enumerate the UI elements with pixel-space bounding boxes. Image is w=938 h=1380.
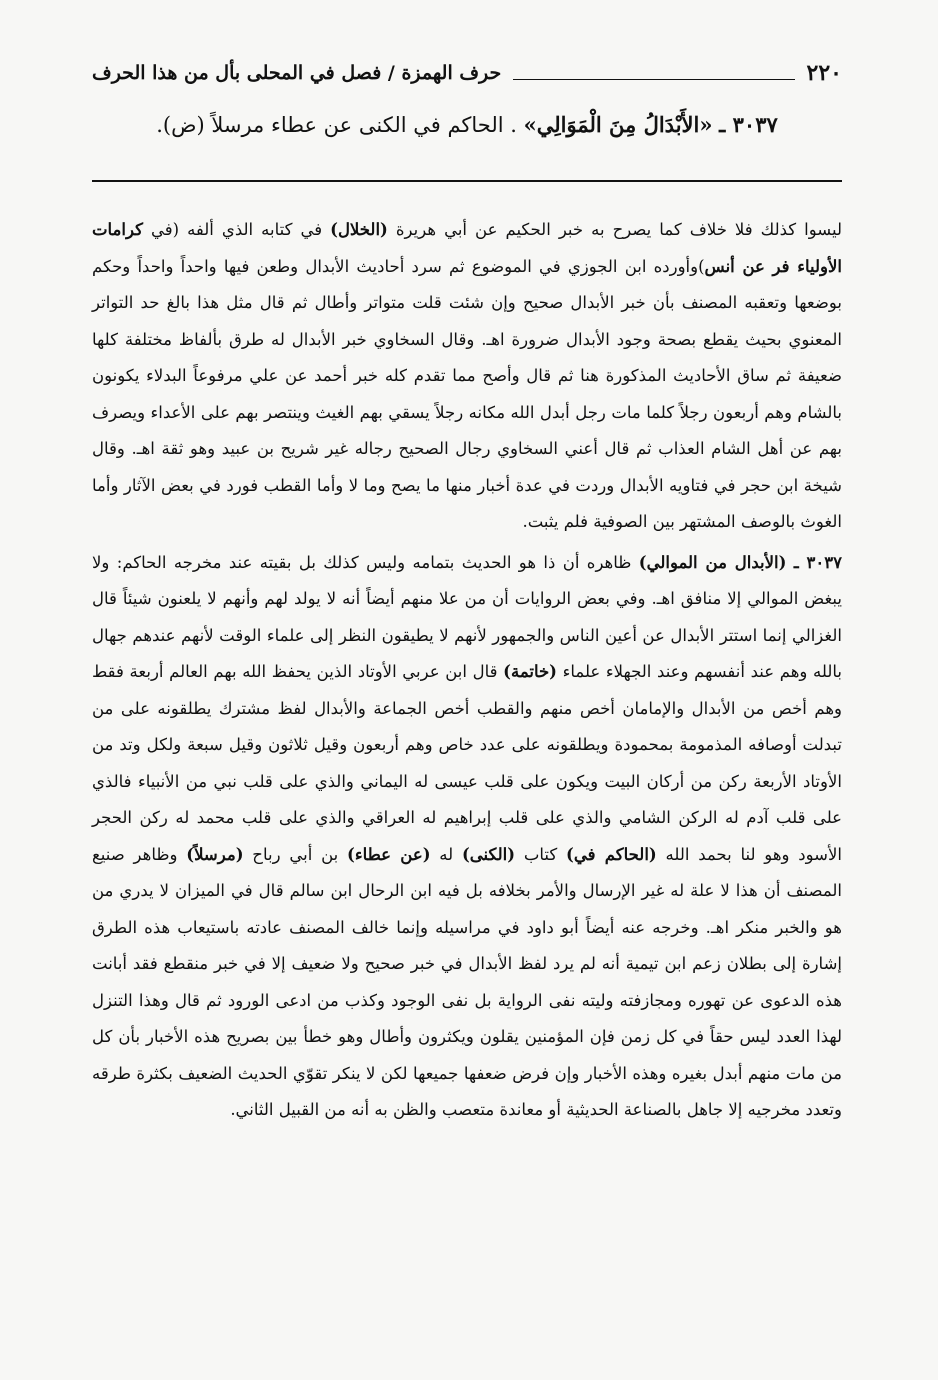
commentary-text: بن أبي رباح [243, 844, 348, 864]
paragraph-number: ٣٠٣٧ ـ [793, 552, 842, 572]
commentary-bold: (الحاكم في) [566, 844, 657, 864]
header-rule [513, 79, 794, 80]
commentary-text: وظاهر صنيع المصنف أن هذا لا علة له غير الإرسال والأمر بخلافه بل فيه ابن الرحال ابن سالم قال في الميزان لا يدري من هو والخبر منكر اهـ. وخرجه عنه أيضاً أبو داود في مراسيله وإنما خالف المصنف عادته باستيعاب هذه الطرق إشارة إلى بطلان زعم ابن تيمية أنه لم يرد لفظ الأبدال في خبر صحيح ولا ضعيف إلا في خبر منقطع فقد أبانت هذه الدعوى عن تهوره ومجازفته وليته نفى الرواية بل نفى الوجود وكذب من ادعى الورود ثم قال وهذا التنزل لهذا العدد ليس حقاً في كل زمن فإن المؤمنين يقلون ويكثرون وأطال وهو خطأ بين بصريح هذه الأخبار بأن كل من مات منهم أبدل بغيره وهذه الأخبار وإن فرض ضعفها جميعها لكن لا ينكر تقوّي الحديث الضعيف بكثرة طرقه وتعدد مخرجيه إلا جاهل بالصناعة الحديثية أو معاندة متعصب والظن به أنه من القبيل الثاني. [92, 844, 842, 1119]
commentary-text: له [430, 844, 462, 864]
commentary-text: في كتابه الذي ألفه (في [142, 220, 331, 239]
commentary-paragraph [92, 545, 842, 1129]
commentary-text: ظاهره أن ذا هو الحديث بتمامه وليس كذلك بل بقيته عند مخرجه الحاكم: ولا يبغض الموالي إلا منافق اهـ. وفي بعض الروايات أن من علا منهم أيضاً أنه لا يولد لهم وأنهم لا يلعنون شيئاً قال الغزالي إنما استتر الأبدال عن أعين الناس والجمهور لأنهم لا يطيقون النظر إلى علماء الوقت لأنهم عندهم جهال بالله وهم عند أنفسهم وعند الجهلاء علماء [92, 552, 842, 681]
commentary-bold: (الخلال) [330, 220, 388, 239]
commentary-bold: (خاتمة) [503, 662, 557, 681]
text-commentary-separator [92, 180, 842, 182]
header-title: حرف الهمزة / فصل في المحلى بأل من هذا الحرف [92, 62, 502, 84]
commentary-bold: كرامات الأولياء فر عن أنس [92, 220, 842, 276]
commentary-paragraph [92, 212, 842, 541]
commentary-bold: (عن عطاء) [347, 844, 431, 864]
commentary-bold: (الأبدال من الموالي) [638, 552, 787, 572]
commentary-text: )وأورده ابن الجوزي في الموضوع ثم سرد أحاديث الأبدال وطعن فيها واحداً واحداً وحكم بوضعها وتعقبه المصنف بأن خبر الأبدال صحيح وإن شئت قلت متواتر وأطال ثم قال مثل هذا بالغ حد التواتر المعنوي بحيث يقطع بصحة وجود الأبدال ضرورة اهـ. وقال السخاوي خبر الأبدال له طرق بألفاظ مختلفة كلها ضعيفة ثم ساق الأحاديث المذكورة هنا ثم قال وأصح مما تقدم كله خبر أحمد عن علي مرفوعاً البدلاء يكونون بالشام وهم أربعون رجلاً كلما مات رجل أبدل الله مكانه رجلاً يسقي بهم الغيث وينتصر بهم على الأعداء ويصرف بهم عن أهل الشام العذاب ثم قال أعني السخاوي رجال الصحيح رجاله غير شريح بن عبيد وهو ثقة اهـ. وقال شيخة ابن حجر في فتاويه الأبدال وردت في عدة أخبار منها ما يصح وما لا وأما القطب فورد في بعض الآثار وأما الغوث بالوصف المشتهر بين الصوفية فلم يثبت. [92, 256, 842, 531]
commentary-text: قال ابن عربي الأوتاد الذين يحفظ الله بهم العالم أربعة فقط وهم أخص من الأبدال والإمامان أخص منهم والقطب أخص الجماعة والأبدال لفظ مشترك يطلقونه على من تبدلت أوصافه المذمومة بمحمودة ويطلقونه على عدد خاص وهم أربعون وقيل ثلاثون وقيل سبعة ولكل وتد من الأوتاد الأربعة ركن من أركان البيت ويكون على قلب عيسى له اليماني والذي على قلب نبي من الأنبياء فالذي على قلب آدم له الركن الشامي والذي على قلب إبراهيم له العراقي والذي على قلب محمد له ركن الحجر الأسود وهو لنا بحمد الله [92, 662, 842, 864]
commentary-text: كتاب [515, 844, 567, 864]
hadith-text: «الأَبْدَالُ مِنَ الْمَوَالِي» [523, 112, 713, 137]
hadith-entry [92, 108, 842, 143]
commentary [92, 212, 842, 1342]
commentary-bold: (مرسلاً) [186, 844, 244, 864]
hadith-source: . الحاكم في الكنى عن عطاء مرسلاً (ض). [156, 113, 517, 137]
commentary-bold: (الكنى) [461, 844, 516, 864]
running-header [92, 50, 842, 90]
commentary-text: ليسوا كذلك فلا خلاف كما يصرح به خبر الحكيم عن أبي هريرة [387, 220, 842, 239]
entry-number: ٣٠٣٧ ـ [719, 112, 778, 137]
page-number: ٢٢٠ [806, 60, 842, 86]
